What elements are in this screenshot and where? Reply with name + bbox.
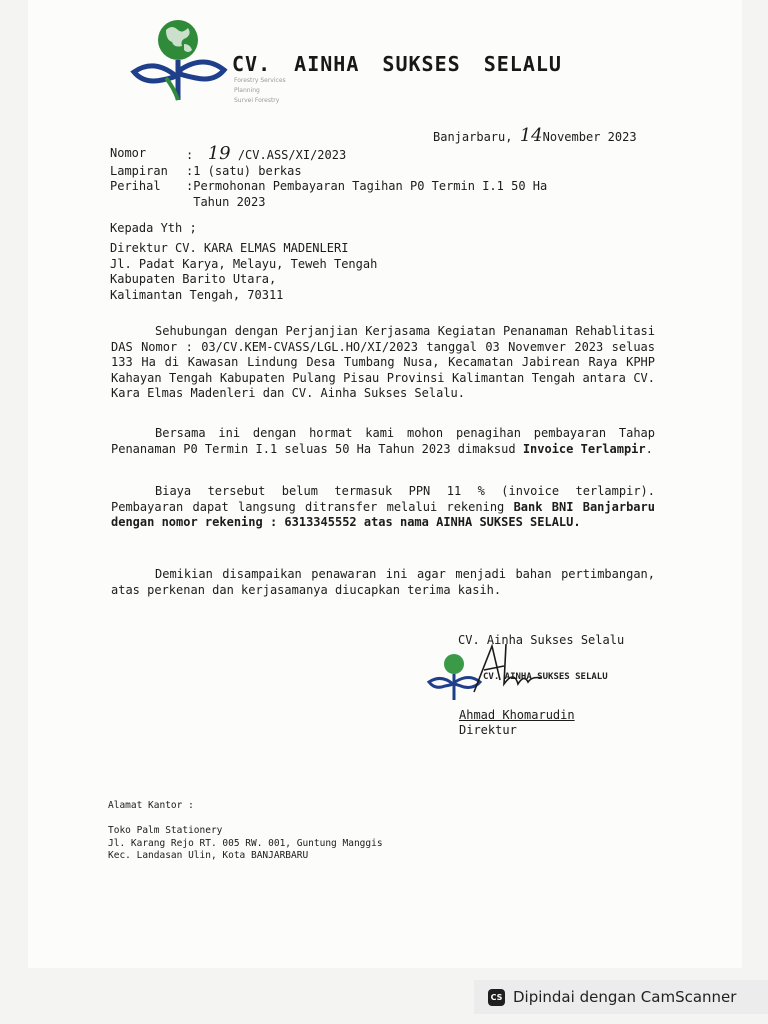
nomor-handwritten: 19 xyxy=(207,143,231,164)
body-paragraph-4: Demikian disampaikan penawaran ini agar menjadi bahan pertimbangan, atas perkenan dan kerjasamanya diucapkan terima kasih. xyxy=(111,567,655,597)
camscanner-badge xyxy=(474,980,768,1014)
company-logo-icon xyxy=(126,18,230,110)
body-paragraph-2: Bersama ini dengan hormat kami mohon penagihan pembayaran Tahap Penanaman P0 Termin I.1 seluas 50 Ha Tahun 2023 dimaksud Invoice Terlampir. xyxy=(111,426,655,456)
invoice-terlampir: Invoice Terlampir xyxy=(522,441,646,456)
address-line: Toko Palm Stationery xyxy=(108,825,223,836)
service-item: Forestry Services xyxy=(234,77,286,84)
date-day-handwritten: 14 xyxy=(519,125,543,146)
signer-name: Ahmad Khomarudin xyxy=(459,708,575,722)
services-list xyxy=(234,76,286,106)
address-line: Jl. Karang Rejo RT. 005 RW. 001, Guntung Manggis xyxy=(108,837,383,849)
meta-perihal-cont: Tahun 2023 xyxy=(186,194,266,209)
place-date xyxy=(433,125,637,146)
meta-lampiran: Lampiran :1 (satu) berkas xyxy=(110,163,302,178)
camscanner-icon: CS xyxy=(488,989,505,1006)
letter-meta xyxy=(110,143,548,210)
place: Banjarbaru, xyxy=(433,130,513,144)
recipient-line: Jl. Padat Karya, Melayu, Teweh Tengah xyxy=(110,256,378,271)
handwritten-signature xyxy=(470,640,550,700)
office-address-label: Alamat Kantor : xyxy=(108,800,194,811)
recipient-line: Kalimantan Tengah, 70311 xyxy=(110,287,284,302)
office-address xyxy=(108,825,383,863)
recipient-line: Kabupaten Barito Utara, xyxy=(110,272,277,286)
service-item: Survei Forestry xyxy=(234,97,280,104)
company-name: CV. AINHA SUKSES SELALU xyxy=(232,52,562,76)
meta-perihal: Perihal :Permohonan Pembayaran Tagihan P0 Termin I.1 50 Ha xyxy=(110,179,548,193)
body-paragraph-3: Biaya tersebut belum termasuk PPN 11 % (invoice terlampir). Pembayaran dapat langsung ditransfer melalui rekening Bank BNI Banjarbaru dengan nomor rekening : 6313345552 atas nama AINHA SUKSES SELALU. xyxy=(111,484,655,529)
body-paragraph-1: Sehubungan dengan Perjanjian Kerjasama Kegiatan Penanaman Rehablitasi DAS Nomor : 03/CV.KEM-CVASS/LGL.HO/XI/2023 tanggal 03 Novemver 2023 seluas 133 Ha di Kawasan Lindung Desa Tumbang Nusa, Kecamatan Jabirean Raya KPHP Kahayan Tengah Kabupaten Pulang Pisau Provinsi Kalimantan Tengah antara CV. Kara Elmas Madenleri dan CV. Ainha Sukses Selalu. xyxy=(111,324,655,400)
signature-company: CV. Ainha Sukses Selalu xyxy=(458,633,625,647)
address-line: Kec. Landasan Ulin, Kota BANJARBARU xyxy=(108,850,309,861)
recipient-line: Direktur CV. KARA ELMAS MADENLERI xyxy=(110,241,349,255)
service-item: Planning xyxy=(234,87,260,94)
meta-nomor: Nomor : 19 /CV.ASS/XI/2023 xyxy=(110,143,347,164)
bank-details: Bank BNI Banjarbaru dengan nomor rekening : 6313345552 atas nama AINHA SUKSES SELALU. xyxy=(111,499,655,529)
camscanner-text: Dipindai dengan CamScanner xyxy=(513,988,737,1006)
greeting: Kepada Yth ; xyxy=(110,221,197,235)
signer-title: Direktur xyxy=(459,723,517,737)
recipient-block xyxy=(110,241,377,303)
date-month-year: November 2023 xyxy=(542,130,637,144)
stamp-company-text: CV. AINHA SUKSES SELALU xyxy=(483,672,608,682)
